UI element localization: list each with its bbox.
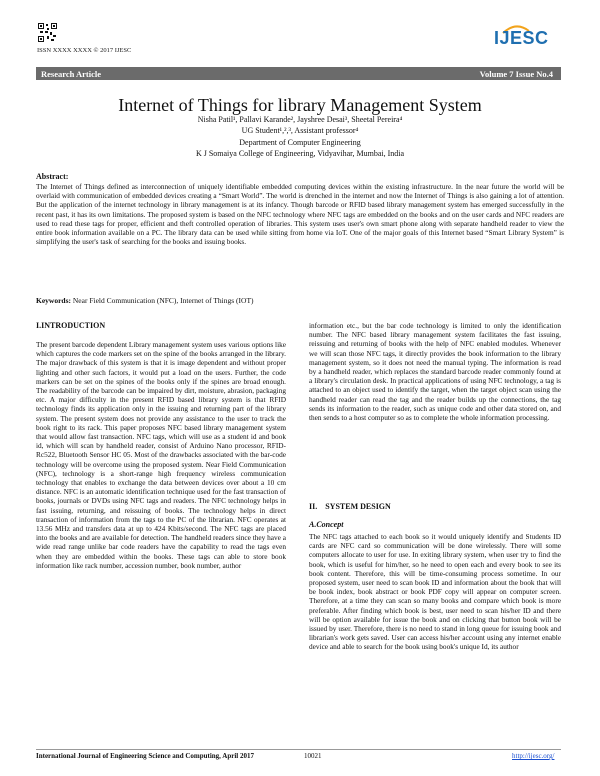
department: Department of Computer Engineering bbox=[239, 138, 361, 147]
page-number: 10021 bbox=[304, 752, 322, 760]
keywords bbox=[36, 296, 564, 305]
subsection-heading-concept: A.Concept bbox=[309, 520, 344, 529]
keywords-label: Keywords: bbox=[36, 296, 71, 305]
abstract-label: Abstract: bbox=[36, 172, 69, 181]
qr-code-icon bbox=[38, 23, 57, 42]
issn-line: ISSN XXXX XXXX © 2017 IJESC bbox=[37, 47, 132, 54]
paper-title: Internet of Things for library Management System bbox=[118, 95, 482, 115]
section-heading-introduction: I.INTRODUCTION bbox=[36, 321, 106, 330]
footer-journal: International Journal of Engineering Science and Computing, April 2017 bbox=[36, 752, 254, 760]
concept-text: The NFC tags attached to each book so it would uniquely identify and Students ID cards are NFC card so communication will be done wirelessly. There will some computers allocate to user for use. In exiting library system, when user try to find the book, which is useful for him/her, so he need to open each and every book to see its book content. Therefore, this will be time-consuming process sometime. In our proposed system, user need to scan book ID and information about the book that will be book index, book abstract or book PDF copy will appear on computer screen. Therefore, at a time they can scan so many books and compare which book is more preferable. After finding which book is best, user need to scan his/her ID and there will be option available for issue the book and on clicking that button book will be issued by user. Therefore, there is no need to stand in long queue for issuing book and librarian's work gets saved. User can access his/her account using any internet enable device and able to search for the book using book's unique Id, its author bbox=[309, 532, 561, 652]
section-heading-system-design: II. SYSTEM DESIGN bbox=[309, 502, 391, 511]
footer-divider bbox=[36, 749, 561, 750]
keywords-text: Near Field Communication (NFC), Internet of Things (IOT) bbox=[72, 296, 254, 305]
journal-logo: IJESC bbox=[494, 28, 549, 48]
article-banner bbox=[36, 67, 561, 80]
introduction-text: The present barcode dependent Library management system uses various options like which captures the code markers set on the spine of the books arranged in the library. The major drawback of this system is that it is image dependent and without proper lighting and other such factors, it would put a load on the users. Further, the code markers can be set on the spines of the books only if the spines are broad enough. The readability of the barcode can be impaired by dirt, moisture, abrasion, packaging etc. A major difficulty in the present RFID based library system is that RFID technology finds its application only in the issuing and returning part of the library system. The present system does not provide any assistance to the user to track the book right to its rack. This paper proposes NFC based library management system that would allow fast transaction. NFC tags, which will use as a student id and book id, which will scan by handheld reader, consist of Arduino Nano processor, RFID-Rc522, Bluetooth Sensor HC 05. Most of the drawbacks associated with the bar-code technology will be overcome using the proposed system. Near Field Communication (NFC), technology is a short-range high frequency wireless communication technology that enables to exchange the data between devices over about a 10 cm distance. NFC is an automatic identification technique used for the fast transaction of books, journals or DVDs using NFC tags and readers. The NFC technology helps in fast issuing, returning, and reissuing of books. The technology helps in direct transaction of information from the tags to the PC of the librarian. NFC operates at 13.56 MHz and transfers data at up to 424 Kbits/second. The NFC tags are placed into the books and are available for detection. The handheld readers since they have a wide read range unlike bar code readers have the capability to read the tags even when they are embedded within the books. These tags can able to store book information like rack number, accession number, book number, author bbox=[36, 340, 286, 570]
college: K J Somaiya College of Engineering, Vidyavihar, Mumbai, India bbox=[195, 149, 405, 158]
introduction-continued-text: information etc., but the bar code technology is limited to only the identification number. The NFC based library management system facilitates the fast issuing, reissuing and returning of books with the help of NFC enabled modules. Whenever we will scan those NFC tags, it directly provides the book information to the library management system, so it does not need the manual typing. The information is read by a handheld reader, which replaces the standard barcode reader commonly found at a library's circulation desk. In practical applications of using NFC technology, a tag is attached to an object used to identify the target, when the target object scan using the handheld reader can read the tag and the reader builds up the connections, the tag sends its information to the reader, such as unique code and other data stored on, and then sends to a host computer so as to complete the whole information processing. bbox=[309, 321, 561, 423]
authors: Nisha Patil¹, Pallavi Karande², Jayshree Desai³, Sheetal Pereira⁴ bbox=[197, 115, 403, 124]
abstract-text: The Internet of Things defined as interconnection of uniquely identifiable embedded computing devices within the existing infrastructure. In the near future the world will be overlaid with communication of embedded devices creating a “Smart World”. The world is drenched in the internet and now the Internet of Things is also gaining a lot of attention. But the application of the internet technology in library management is at its infancy. Though barcode or RFID based library management system has emerged successfully in the recent past, it has its own limitations. The proposed system is based on the NFC technology where NFC tags are embedded on the books and on the user cards and NFC readers are used to read these tags for proper, efficient and theft controlled operation of libraries. This system uses user's own smart phone along with separate handheld reader to view the entire book information available on a PC. The library data can be used while sitting from home via IoT. One of the major goals of this Internet based “Smart Library System” is simplifying the user's task of searching for the books and issuing books. bbox=[36, 182, 564, 247]
volume-issue: Volume 7 Issue No.4 bbox=[479, 68, 553, 79]
author-roles: UG Student¹,²,³, Assistant professor⁴ bbox=[241, 126, 359, 135]
footer-url-link[interactable]: http://ijesc.org/ bbox=[512, 752, 555, 760]
article-type: Research Article bbox=[41, 68, 102, 79]
